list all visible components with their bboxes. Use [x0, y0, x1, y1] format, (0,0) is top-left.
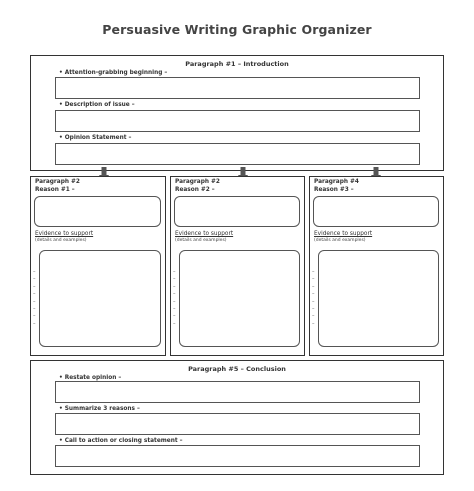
conclusion-section [30, 360, 444, 475]
reason-3-section [309, 176, 444, 356]
evidence-label: Evidence to support [175, 231, 234, 237]
summarize-reasons-label: Summarize 3 reasons – [64, 406, 140, 412]
conclusion-field-label-2 [59, 406, 140, 412]
evidence-list-markers: – – – – – – – – [173, 269, 176, 327]
description-of-issue-label: Description of issue – [64, 102, 135, 108]
evidence-note: (details and examples) [314, 238, 366, 243]
bullet-icon: • [59, 438, 63, 444]
reason-1-heading [35, 179, 80, 194]
evidence-note: (details and examples) [175, 238, 227, 243]
attention-grabbing-label: Attention-grabbing beginning – [64, 70, 168, 76]
bullet-icon: • [59, 70, 63, 76]
intro-field-label-2 [59, 102, 135, 108]
description-of-issue-field[interactable] [55, 110, 420, 132]
page-title: Persuasive Writing Graphic Organizer [102, 22, 372, 37]
intro-field-label-3 [59, 135, 131, 141]
evidence-list-markers: – – – – – – – – [33, 269, 36, 327]
reason-3-heading [314, 179, 359, 194]
bullet-icon: • [59, 375, 63, 381]
evidence-label: Evidence to support [35, 231, 94, 237]
paragraph-label: Paragraph #2 [175, 179, 220, 185]
intro-section [30, 55, 444, 171]
evidence-1-field[interactable] [39, 250, 161, 347]
evidence-list-markers: – – – – – – – – [312, 269, 315, 327]
conclusion-field-label-3 [59, 438, 183, 444]
reason-1-field[interactable] [34, 196, 161, 227]
summarize-reasons-field[interactable] [55, 413, 420, 435]
paragraph-label: Paragraph #4 [314, 179, 359, 185]
intro-heading: Paragraph #1 – Introduction [185, 60, 289, 68]
reason-label: Reason #2 – [175, 186, 215, 193]
paragraph-label: Paragraph #2 [35, 179, 80, 185]
opinion-statement-label: Opinion Statement – [64, 135, 132, 141]
call-to-action-field[interactable] [55, 445, 420, 467]
reason-label: Reason #1 – [35, 186, 75, 193]
bullet-icon: • [59, 135, 63, 141]
reason-1-section [30, 176, 166, 356]
evidence-3-field[interactable] [318, 250, 439, 347]
conclusion-heading: Paragraph #5 – Conclusion [188, 365, 286, 373]
restate-opinion-field[interactable] [55, 381, 420, 403]
evidence-2-field[interactable] [179, 250, 300, 347]
opinion-statement-field[interactable] [55, 143, 420, 165]
call-to-action-label: Call to action or closing statement – [64, 438, 183, 444]
bullet-icon: • [59, 406, 63, 412]
reason-2-heading [175, 179, 220, 194]
evidence-label: Evidence to support [314, 231, 373, 237]
reason-label: Reason #3 – [314, 186, 354, 193]
evidence-note: (details and examples) [35, 238, 87, 243]
reason-2-section [170, 176, 305, 356]
bullet-icon: • [59, 102, 63, 108]
attention-grabbing-field[interactable] [55, 77, 420, 99]
reason-2-field[interactable] [174, 196, 300, 227]
restate-opinion-label: Restate opinion – [64, 375, 122, 381]
intro-field-label-1 [59, 70, 167, 76]
reason-3-field[interactable] [313, 196, 439, 227]
